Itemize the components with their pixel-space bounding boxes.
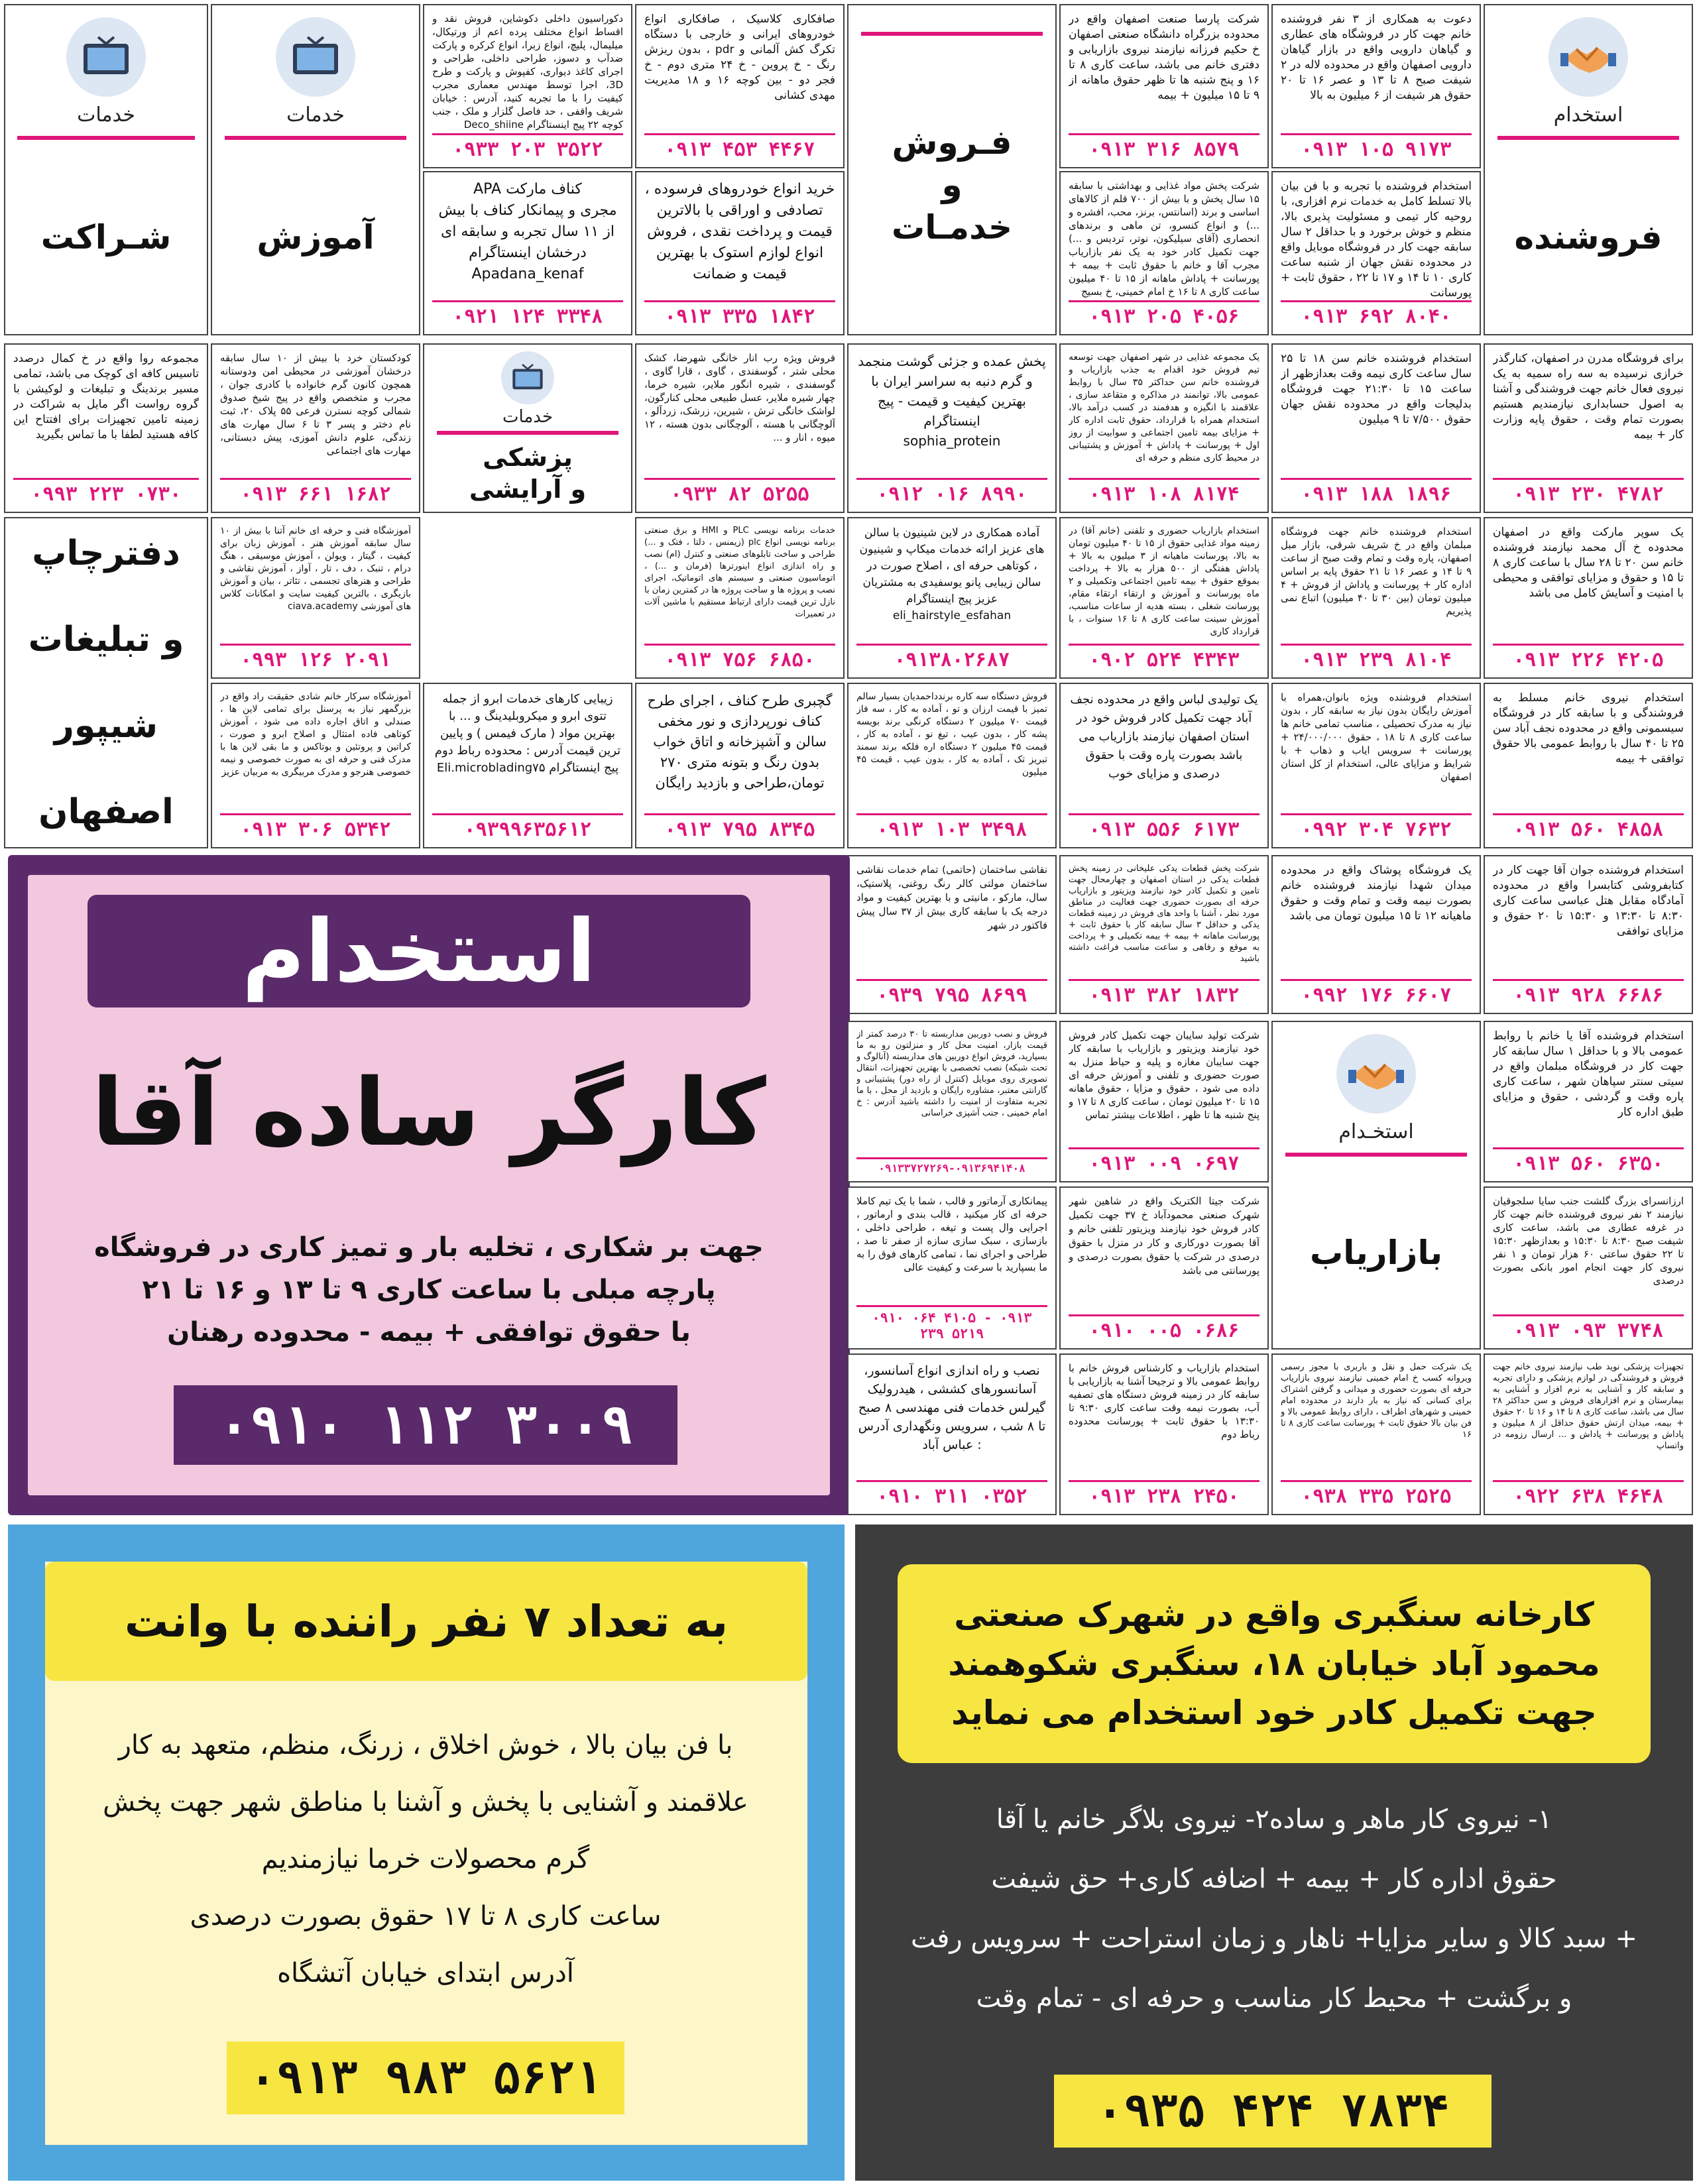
ad-c4 xyxy=(847,517,1057,679)
banner-stone-line-1: ۱- نیروی کار ماهر و ساده۲- نیروی بلاگر خانم یا آقا xyxy=(996,1804,1552,1835)
ad-f1 xyxy=(1484,1021,1693,1182)
ad-text: پخش عمده و جزئی گوشت منجمد و گرم دنبه به سراسر ایران با بهترین کیفیت و قیمت - پیج اینستاگرام sophia_protein xyxy=(858,353,1046,449)
ad-phone: ۰۹۱۳ ۰۰۹ ۰۶۹۷ xyxy=(1069,1147,1259,1175)
divider xyxy=(861,32,1043,36)
ad-phone: ۰۹۱۳ ۱۰۸ ۸۱۷۴ xyxy=(1069,478,1259,505)
category-sub: استخـدام xyxy=(1338,1120,1414,1143)
ad-e1 xyxy=(1484,855,1693,1014)
printing-line-3: شیپور اصفهان xyxy=(38,706,174,832)
ad-phone: ۰۹۱۳ ۶۶۱ ۱۶۸۲ xyxy=(220,478,411,505)
ad-d3 xyxy=(1059,683,1269,848)
divider xyxy=(437,431,619,435)
banner-worker xyxy=(8,855,850,1515)
ad-phone: ۰۹۹۲ ۳۰۴ ۷۶۳۲ xyxy=(1281,813,1472,840)
ad-f4 xyxy=(847,1021,1057,1182)
ad-h3 xyxy=(1059,1353,1269,1515)
ad-phone: ۰۹۱۳ ۲۲۶ ۴۲۰۵ xyxy=(1493,644,1684,671)
ad-g4 xyxy=(1484,1186,1693,1350)
ad-phone: ۰۹۹۳ ۱۲۶ ۲۰۹۱ xyxy=(220,644,411,671)
banner-driver-phone: ۰۹۱۳ ۹۸۳ ۵۶۲۱ xyxy=(249,2051,603,2104)
printing-line-2: و تبلیغات xyxy=(28,620,184,660)
ad-h1 xyxy=(1484,1353,1693,1515)
ad-d4 xyxy=(847,683,1057,848)
category-name: آموزش xyxy=(257,217,375,257)
banner-driver-line-4: ساعت کاری ۸ تا ۱۷ حقوق بصورت درصدی xyxy=(190,1901,662,1931)
category-sub: خدمات xyxy=(502,407,554,427)
divider xyxy=(1497,136,1680,140)
ad-phone: ۰۹۱۲ ۰۱۶ ۸۹۹۰ xyxy=(856,478,1047,505)
banner-stone xyxy=(855,1524,1693,2181)
tv-icon xyxy=(501,351,554,404)
ad-phone: ۰۹۹۳ ۲۲۳ ۰۷۳۰ xyxy=(13,478,199,505)
ad-d2 xyxy=(1271,683,1481,848)
ad-text: یک تولیدی لباس واقع در محدوده نجف آباد جهت تکمیل کادر فروش خود در استان اصفهان نیازمند بازاریاب می باشد بصورت پاره وقت با حقوق درصدی و مزایای خوب xyxy=(1070,693,1258,781)
banner-worker-title-box xyxy=(88,895,750,1007)
ad-phone: ۰۹۱۳ ۱۰۵ ۹۱۷۳ xyxy=(1281,133,1472,160)
ad-phone: ۰۹۱۳ ۵۶۰ ۴۸۵۸ xyxy=(1493,813,1684,840)
ad-f3 xyxy=(1059,1021,1269,1182)
banner-driver-phone-box xyxy=(227,2041,624,2114)
ad-c5 xyxy=(635,517,845,679)
ad-phone: ۰۹۱۳ ۰۹۳ ۳۷۴۸ xyxy=(1493,1314,1684,1342)
ad-a3 xyxy=(635,4,845,168)
ad-text: استخدام فروشنده ویژه بانوان،همراه با آموزش رایگان بدون نیاز به سابقه کار ، بدون نیاز به مدرک تحصیلی ، مناسب تمامی خانم ها ساعت کاری ۸ تا ۱۸ ، حقوق ۲۴/۰۰۰/۰۰۰ + پورسانت + سرویس ایاب و ذهاب + با شرایط و مزایای عالی، استخدام از کل استان اصفهان xyxy=(1281,691,1472,783)
category-partnership xyxy=(4,4,208,335)
ad-phone: ۰۹۱۳ ۵۶۰ ۶۳۵۰ xyxy=(1493,1147,1684,1175)
ad-text: استخدام فروشنده خانم سن ۱۸ تا ۲۵ سال ساعت کاری نیمه وقت بعدازظهر از ساعت ۱۵ تا ۲۱:۳۰ جهت فروشگاه بدلیجات واقع در محدوده نقش جهان حقوق ۷/۵۰۰ تا ۹ میلیون xyxy=(1281,352,1472,426)
ad-text: استخدام فروشنده خانم جهت فروشگاه مبلمان واقع در خ شریف شرقی، بازار مبل اصفهان، پاره وقت و تمام وقت صبح از ساعت ۹ تا ۱۴ و عصر ۱۶ تا ۲۱ حقوق پایه بر اساس اداره کار + پورسانت و پاداش از فروش + ۴ میلیون تومان (بین ۳۰ تا ۴۰ میلیون) اتباع نمی پذیریم xyxy=(1281,526,1472,617)
ad-text: ارزانسرای بزرگ گلشت جنب سایا سلجوقیان نیازمند ۲ نفر نیروی فروشنده خانم جهت کار در غرفه عطاری می باشد، ساعت کاری شیفت صبح ۸:۳۰ تا ۱۵:۳۰ و بعدازظهر ۱۵:۳۰ تا ۲۲ حقوق ساعتی ۶۰ هزار تومان و ۱ نفر نیروی کار جهت انجام امور بانکی بصورت درصدی xyxy=(1493,1195,1684,1287)
ad-b4 xyxy=(847,343,1057,513)
banner-driver xyxy=(8,1524,845,2181)
ad-c1 xyxy=(1484,517,1693,679)
ad-text: شرکت تولید سایبان جهت تکمیل کادر فروش خود نیازمند ویزیتور و بازاریاب با سابقه کار جهت سایبان مغازه و پلیه و حیاط منزل به صورت حضوری و تلفنی و آموزش حرفه ای داده می شود ، حقوق و مزایا ، حقوق ماهانه ۱۵ تا ۲۰ میلیون تومان ، ساعت کاری ۸ تا ۱۷ و پنج شنبه ها تا ظهر ، اطلاعات بیشتر تماس xyxy=(1069,1029,1259,1121)
ad-phone: ۰۹۳۹۹۶۳۵۶۱۲ xyxy=(432,813,623,840)
banner-worker-body xyxy=(48,1226,810,1353)
ad-phone: ۰۹۲۲ ۶۳۸ ۴۶۴۸ xyxy=(1493,1480,1684,1507)
ad-text: فروش ویژه رب انار خانگی شهرضا، کشک محلی شتر ، گوسفندی ، گاوی ، قارا گاوی ، گوسفندی ، شیره انگور ملایر، شیره خرما، چهار شیره ملایر، عسل طبیعی محلی کنارگون، لواشک خانگی ترش ، شیرین، زرشک، زردآلو ، آلوچگانی با هسته ، آلوچگانی بدون هسته ، ۱۲ میوه ، انار و ... xyxy=(644,352,835,443)
ad-phone: ۰۹۰۲ ۵۲۴ ۴۳۴۳ xyxy=(1069,644,1259,671)
banner-worker-title: استخدام xyxy=(241,901,597,1002)
banner-stone-phone: ۰۹۳۵ ۴۲۴ ۷۸۳۴ xyxy=(1096,2085,1450,2138)
ad-phone: ۰۹۳۳ ۲۰۳ ۳۵۲۲ xyxy=(432,133,623,160)
category-printing xyxy=(4,517,208,848)
ad-text: پیمانکاری آرماتور و قالب ، شما با یک تیم کاملا حرفه ای کار میکنید ، قالب بندی و ارماتور ، اجرایی وال پست و تیغه ، طراحی داخلی ، بازسازی ، سبک سازی سازه از صفر تا صد ، طراحی و اجرای نما ، تمامی کارهای فوق را به ما بسپارید با سرعت و کیفیت عالی xyxy=(856,1195,1047,1273)
ad-text: گچبری طرح کناف ، اجرای طرح کناف نورپردازی و نور مخفی سالن و آشپزخانه و اتاق خواب بدون رنگ و بتونه متری ۲۷۰ تومان،طراحی و بازدید رایگان xyxy=(647,693,833,791)
ad-text: شرکت پارسا صنعت اصفهان واقع در محدوده بزرگراه دانشگاه صنعتی اصفهان خ حکیم فرزانه نیازمند نیروی بازاریابی و دفتری خانم می باشد، ساعت کاری ۸ تا ۱۶ و پنج شنبه ها تا ظهر حقوق ماهانه از ۹ تا ۱۵ میلیون + بیمه xyxy=(1069,13,1259,102)
ad-phone: ۰۹۱۳ ۱۸۸ ۱۸۹۶ xyxy=(1281,478,1472,505)
ad-c3 xyxy=(1059,517,1269,679)
ad-text: خدمات برنامه نویسی PLC و HMI و برق صنعتی برنامه نویسی انواع plc (زیمنس ، دلتا ، فتک و ...) طراحی و ساخت تابلوهای صنعتی و کنترل (ام) نصب و راه اندازی انواع اینورترها (فرمان و ...) ، اتوماسیون صنعتی و سیستم های اتوماتیک، اجرای نصب و پروژه ها و ساخت پروژه ها در کمترین زمان با نازل ترین قیمت دارای ارتباط مستقیم با ماشین آلات در تعمیرات xyxy=(644,526,835,619)
ad-phone: ۰۹۹۲ ۱۷۶ ۶۶۰۷ xyxy=(1281,979,1472,1006)
ad-phone: ۰۹۲۱ ۱۲۴ ۳۳۴۸ xyxy=(432,300,623,327)
banner-worker-phone-box xyxy=(174,1385,677,1465)
ad-text: زیبایی کارهای خدمات ابرو از جمله تتوی ابرو و میکروبلیدینگ و ... با بهترین مواد ( مارک فیمس ) و پایین ترین قیمت آدرس : محدوده رباط دوم پیج اینستاگرام Eli.microblading۷۵ xyxy=(434,692,621,775)
ad-b1 xyxy=(1484,343,1693,513)
ad-a6 xyxy=(1059,171,1269,335)
ad-h4 xyxy=(847,1353,1057,1515)
banner-stone-phone-box xyxy=(1054,2075,1492,2148)
ad-text: فروش دستگاه سه کاره برندداحمدیان بسیار سالم تمیز با قیمت ارزان و تو ، آماده به کار ، سه فاز قیمت ۷۰ میلیون ۲ دستگاه کرنگی برند بویسه پشه کار ، بدون عیب ، تیغ نو ، آماده به کار ، قیمت ۴۵ میلیون ۲ دستگاه اره فلکه برند سمند تبریز تک ، آماده به کار ، بدون عیب ، قیمت ۴۵ میلیون xyxy=(856,691,1047,777)
ad-phone: ۰۹۱۳ ۳۳۵ ۱۸۴۲ xyxy=(644,300,835,327)
ad-a1 xyxy=(1271,4,1481,168)
ad-phone: ۰۹۱۳۸۰۲۶۸۷ xyxy=(856,644,1047,671)
ad-d1 xyxy=(1484,683,1693,848)
category-name: بازاریاب xyxy=(1309,1233,1443,1272)
banner-worker-line-2: پارچه مبلی با ساعت کاری ۹ تا ۱۳ و ۱۶ تا ۲۱ xyxy=(142,1275,716,1305)
handshake-icon xyxy=(1336,1034,1416,1114)
ad-phone: ۰۹۱۳ ۹۲۸ ۶۶۸۶ xyxy=(1493,979,1684,1006)
category-name: پزشکی و آرایشی xyxy=(469,443,587,504)
ad-text: استخدام بازاریاب و کارشناس فروش خانم با روابط عمومی بالا و ترجیحا آشنا به بازاریابی با سابقه کار در زمینه فروش دستگاه های تصفیه آب، بصورت نیمه وقت ساعت کاری ۹:۳۰ تا ۱۳:۳۰ با حقوق ثابت + پورسانت محدوده رباط دوم xyxy=(1069,1362,1259,1440)
ad-text: یک فروشگاه پوشاک واقع در محدوده میدان شهدا نیازمند فروشنده خانم بصورت نیمه وقت و تمام وقت و حقوق ماهیانه ۱۲ تا ۱۵ میلیون تومان می باشد xyxy=(1281,864,1472,923)
category-sub: خدمات xyxy=(77,103,135,127)
ad-phone: ۰۹۱۳ ۴۵۳ ۴۴۶۷ xyxy=(644,133,835,160)
ad-g3 xyxy=(847,1186,1057,1350)
ad-text: یک مجموعه غذایی در شهر اصفهان جهت توسعه تیم فروش خود اقدام به جذب بازاریاب و فروشنده خانم سن حداکثر ۳۵ سال با روابط عمومی بالا، توانمند در مذاکره و متقاعد سازی ، علاقمند با انگیزه و هدفمند در کسب درآمد بالا، استخدام همراه با قرارداد، حقوق ثابت اداره کار + مزایای بیمه تامین اجتماعی و سوابیت از روز اول + پورسانت + پاداش + آموزش و پشتیبانی در محیط کاری منظم و حرفه ای xyxy=(1069,352,1259,463)
ad-e4 xyxy=(847,855,1057,1014)
ad-text: دعوت به همکاری از ۳ نفر فروشنده خانم جهت کار در فروشگاه های عطاری و گیاهان دارویی واقع در بازار گیاهان دارویی اصفهان واقع در محدوده لاله در ۲ شیفت صبح ۸ تا ۱۳ و عصر ۱۶ تا ۲۰ حقوق هر شیفت از ۶ میلیون به بالا xyxy=(1281,13,1472,102)
ad-a4 xyxy=(423,4,632,168)
ad-b6 xyxy=(211,343,420,513)
category-sub: استخدام xyxy=(1553,103,1623,127)
divider xyxy=(1285,1153,1468,1157)
banner-worker-line-1: جهت بر شکاری ، تخلیه بار و تمیز کاری در فروشگاه xyxy=(94,1232,764,1263)
ad-phone: ۰۹۱۳ ۲۳۰ ۴۷۸۲ xyxy=(1493,478,1684,505)
ad-text: یک شرکت حمل و نقل و باربری با مجوز رسمی ویروانه کسب خ امام خمینی نیازمند نیروی بازاریاب حرفه ای بصورت حضوری و میدانی و گرفتن اشتراک برای کسانی که نیاز به بار دارند در محدوده امام خمینی و شهرهای اطراف ، دارای روابط عمومی بالا و فن بیان بالا حقوق ثابت + پورسانت ساعت کاری ۸ تا ۱۶ xyxy=(1281,1362,1472,1440)
ad-text: تجهیزات پزشکی نوید طب نیازمند نیروی خانم جهت فروش و فروشندگی در لوازم پزشکی و دارای تجربه و سابقه کار و آشنایی به نرم افزار و آشنایی به بیمارستان و نرم افزارهای فروش و سن حداکثر ۲۸ سال می باشد، ساعت کاری ۸ تا ۱۴ و ۱۶ تا ۲۰ حقوق + بیمه، میدان ارتش حقوق حداقل از ۸ میلیون و پاداش و پورسانت + پاداش و ... ارسال رزومه در واتساپ xyxy=(1493,1362,1684,1451)
category-marketer xyxy=(1271,1021,1481,1350)
category-name: شـراکت xyxy=(40,217,172,257)
ad-text: شرکت جیتا الکتریک واقع در شاهین شهر شهرک صنعتی محمودآباد خ ۳۷ جهت تکمیل کادر فروش خود نیازمند ویزیتور تلفنی خانم و آقا بصورت دورکاری و کار در منزل با حقوق درصدی در شرکت یا حقوق بصورت درصدی و پورسانتی می باشد xyxy=(1069,1195,1259,1277)
banner-stone-headline: کارخانه سنگبری واقع در شهرک صنعتی محمود آباد خیابان ۱۸، سنگبری شکوهمند جهت تکمیل کادر خود استخدام می نماید xyxy=(898,1564,1651,1763)
ad-a5 xyxy=(1271,171,1481,335)
ad-d7 xyxy=(211,683,420,848)
ad-text: فروش و نصب دوربین مداربسته تا ۳۰ درصد کمتر از قیمت بازار، امنیت محل کار و منزلتون رو به ما بسپارید، فروش انواع دوربین های مداربسته (آنالوگ و تحت شبکه) نصب تخصصی با بهترین تجهیزات، انتقال تصویری روی موبایل (کنترل از راه دور) پشتیبانی و گارانتی معتبر، مشاوره رایگان و بازدید از محل ، با ما تجربه متفاوت از امنیت را داشته باشید آدرس : خ امام خمینی ، جنب آشپزی خراسانی xyxy=(856,1029,1047,1118)
ad-phone: ۰۹۳۹ ۷۹۵ ۸۶۹۹ xyxy=(856,979,1047,1006)
ad-phone: ۰۹۱۳ ۷۵۶ ۶۸۵۰ xyxy=(644,644,835,671)
ad-text: نصب و راه اندازی انواع آسانسور، آسانسورهای کششی ، هیدرولیک گیرلس خدمات فنی مهندسی ۸ صبح تا ۸ شب ، سرویس ونگهداری آدرس : عباس آباد xyxy=(858,1363,1046,1452)
ad-text: نقاشی ساختمان (حاتمی) تمام خدمات نقاشی ساختمان مولتی کالر رنگ روغنی، پلاستیک، سال، مارکو ، مانیتی و با بهترین کیفیت و مواد درجه یک با سابقه کاری بیش از ۳۷ سال پیش فاکتور در شهر xyxy=(856,864,1047,931)
ad-c2 xyxy=(1271,517,1481,679)
category-sales xyxy=(847,4,1057,335)
ad-text: کناف مارکت APA مجری و پیمانکار کناف با بیش از ۱۱ سال تجربه و سابقه ای درخشان اینستاگرام Apadana_kenaf xyxy=(438,181,617,282)
ad-phone: ۰۹۱۳ ۳۰۶ ۵۳۴۲ xyxy=(220,813,411,840)
tv-icon xyxy=(276,17,355,97)
ad-text: استخدام بازاریاب حضوری و تلفنی (خانم آقا) در زمینه مواد غذایی حقوق از ۱۵ تا ۴۰ میلیون تومان به بالا، پورسانت ماهیانه از ۳ میلیون به بالا + پاداش هفتگی از ۵۰۰ هزار به بالا + پرداخت بموقع حقوق + بیمه تامین اجتماعی وتکمیلی و ۲ ماه پورسانت و آموزش و ارتقاء ارتقاء مقام، پورسانت شغلی ، بسته هدیه از ساعات مناسب، آموزش سینت ساعت کاری ۸ تا ۱۶ سنوات ، با قرارداد کاری xyxy=(1069,526,1259,637)
ad-text: برای فروشگاه مدرن در اصفهان، کنارگذر خرازی نرسیده به سه راه سمیه به یک نیروی فعال خانم جهت فروشندگی و آشنا به اصول حسابداری نیازمندیم هستیم بصورت تمام وقت ، حقوق پایه وزارت کار + بیمه xyxy=(1493,352,1684,441)
ad-b7 xyxy=(4,343,208,513)
ad-a2 xyxy=(1059,4,1269,168)
ad-h2 xyxy=(1271,1353,1481,1515)
ad-text: استخدام فروشنده آقا یا خانم با روابط عمومی بالا و با حداقل ۱ سال سابقه کار جهت کار در فروشگاه مبلمان واقع در سیتی سنتر سپاهان شهر ، ساعت کاری پاره وقت و گردشی ، حقوق و مزایای طبق اداره کار xyxy=(1493,1029,1684,1119)
ad-text: آموزشگاه سرکار خانم شادی حقیقت راد واقع در بزرگمهر نیاز به پرسنل برای تمامی لاین ها ، صندلی و اتاق اجاره داده می شود ، آموزش کوتاهی فاده امتثال و اصلاح ابرو و صورت ، کراتین و پروتئین و بوتاکس و ما بقی لاین ها با مدرک فنی و حرفه ای به صورت خصوصی و نیمه خصوصی هنرجو و مدرک مربیگری به مربیان عزیز xyxy=(220,691,411,777)
ad-phone: ۰۹۱۳ ۲۳۹ ۸۱۰۴ xyxy=(1281,644,1472,671)
printing-line-1: دفترچاپ xyxy=(32,534,180,573)
ad-text: مجموعه روا واقع در خ کمال درصدد تاسیس کافه ای کوچک می باشد، تمامی مسیر برندینگ و تبلیغات و لوکیشن با گروه رواست اگر مایل به شراکت در زمینه تامین تجهیزات برای افتتاح این کافه هستید لطفا با ما تماس بگیرید xyxy=(13,352,199,441)
ad-text: آماده همکاری در لاین شینیون با سالن های عزیز ارائه خدمات میکاپ و شینیون ، کوتاهی حرفه ای ، اصلاح صورت در سالن زیبایی پانو یوسفیدی به مشتریان عزیز پیج اینستاگرام eli_hairstyle_esfahan xyxy=(859,526,1045,622)
ad-text: خرید انواع خودروهای فرسوده ، تصادفی و اوراقی با بالاترین قیمت و پرداخت نقدی ، فروش انواع لوازم استوک با بهترین قیمت و ضمانت xyxy=(644,181,835,282)
ad-text: دکوراسیون داخلی دکوشاین، فروش نقد و اقساط انواع مختلف پرده اعم از ورتیکال، میلیمال، پلیچ، انواع زبرا، انواع کرکره و پارکت ضدآب و دسوز، طراحی داخلی، طراحی و اجرای کاغذ دیواری، کفپوش و پارکت و طرح 3D، اجرا توسط مهندس معماری مجرب کیفیت را با ما تجربه کنید، آدرس : خیابان شریف واقفی ، حد فاصل گلزار و ملک ، جنب کوچه ۲۲ پیج اینستاگرام Deco_shiine xyxy=(432,13,623,131)
category-sub: خدمات xyxy=(286,103,345,127)
divider xyxy=(225,136,407,140)
banner-worker-headline: کارگر ساده آقا xyxy=(91,1059,766,1167)
ad-text: استخدام فروشنده با تجربه و با فن بیان بالا تسلط کامل به خدمات نرم افزاری، با روحیه کار تیمی و مسئولیت پذیری بالا، منظم و خوش برخورد و با حداقل ۲ سال سابقه جهت کار در فروشگاه موبایل واقع در محدوده نقش جهان از شنبه ساعت کاری ۱۰ تا ۱۴ و ۱۷ تا ۲۲ ، حقوق ثابت + پورسانت xyxy=(1281,180,1472,300)
banner-driver-line-2: علاقمند و آشنایی با پخش و آشنا با مناطق شهر جهت پخش xyxy=(103,1787,748,1817)
ad-phone: ۰۹۳۸ ۳۳۵ ۲۵۲۵ xyxy=(1281,1480,1472,1507)
ad-text: شرکت پخش مواد غذایی و بهداشتی با سابقه ۱۵ سال پخش و با بیش از ۷۰۰ قلم از کالاهای اساسی و برند (اسانتس، برنز، محب، افشره و ...) و انواع کنسرو، تن ماهی و برندهای انحصاری (آقای سیلیکون، نوتر، تردیس و ...) جهت تکمیل کادر خود به یک نفر بازاریاب مجرب آقا و خانم با حقوق ثابت + بیمه + پورسانت + پاداش ماهانه از ۱۵ تا ۴۰ میلیون ساعت کاری ۸ تا ۱۶ خ امام خمینی، خ بسیج xyxy=(1069,180,1259,298)
ad-phone: ۰۹۱۰ ۰۰۵ ۰۶۸۶ xyxy=(1069,1314,1259,1342)
banner-driver-body xyxy=(68,1717,784,2002)
ad-text: کودکستان خرد با بیش از ۱۰ سال سابقه درخشان آموزشی در محیطی امن ودوستانه همچون کانون گرم خانواده با کادری جوان ، مجرب و متخصص واقع در پیج شیخ صدوق شمالی کوچه نسترن فرعی ۵۵ پلاک ۲۰، ثبت نام دختر و پسر ۳ تا ۶ سال مهارت های زندگی، علوم دانش آموزی، پیش دبستانی، مهارت های اجتماعی xyxy=(220,352,411,457)
ad-text: استخدام نیروی خانم مسلط به فروشندگی و با سابقه کار در فروشگاه سیسمونی واقع در محدوده نجف آباد سن ۲۵ تا ۴۰ سال با روابط عمومی بالا حقوق توافقی + بیمه xyxy=(1493,691,1684,766)
ad-phone: ۰۹۱۳ ۳۱۶ ۸۵۷۹ xyxy=(1069,133,1259,160)
ad-phone: ۰۹۱۳ ۳۸۲ ۱۸۳۲ xyxy=(1069,979,1259,1006)
banner-stone-line-4: و برگشت + محیط کار مناسب و حرفه ای - تمام وقت xyxy=(976,1983,1572,2014)
ad-text: یک سوپر مارکت واقع در اصفهان محدوده خ آل محمد نیازمند فروشنده خانم سن ۲۰ تا ۲۸ سال با ساعت کاری ۸ تا ۱۵ و حقوق و مزایای توافقی و محیطی با امنیت و آسایش کامل می باشد xyxy=(1493,526,1684,600)
ad-e3 xyxy=(1059,855,1269,1014)
banner-worker-phone: ۰۹۱۰ ۱۱۲ ۳۰۰۹ xyxy=(217,1394,634,1456)
ad-phone: ۰۹۱۰ ۳۱۱ ۰۳۵۲ xyxy=(856,1480,1047,1507)
ad-phone: ۰۹۱۰ ۰۶۴ ۴۱۰۵ - ۰۹۱۳ ۲۳۹ ۵۲۱۹ xyxy=(856,1305,1047,1342)
category-education xyxy=(211,4,420,335)
ad-phone: ۰۹۳۳ ۸۲ ۵۲۵۵ xyxy=(644,478,835,505)
handshake-icon xyxy=(1549,17,1628,97)
banner-worker-line-3: با حقوق توافقی + بیمه - محدوده رهنان xyxy=(167,1317,691,1348)
ad-b2 xyxy=(1271,343,1481,513)
ad-phone: ۰۹۱۳ ۶۹۲ ۸۰۴۰ xyxy=(1281,300,1472,327)
divider xyxy=(17,136,195,140)
banner-stone-line-3: + سبد کالا و سایر مزایا+ ناهار و زمان استراحت + سرویس رفت xyxy=(910,1924,1638,1954)
ad-text: آموزشگاه فنی و حرفه ای خانم آتنا با بیش از ۱۰ سال سابقه آموزش هنر ، آموزش زبان برای کیفیت ، گیتار ، ویولن ، آموزش موسیقی ، هنگ درام ، تنبک ، دف ، تار ، آواز ، آموزش نقاشی و طراحی و هنرهای تجسمی ، تئاتر ، بیان و آموزش بازیگری ، بالترین کیفیت سایت و امکانات کلاس های آموزشی ciava.academy xyxy=(220,526,411,612)
ad-phone: ۰۹۱۳ ۱۰۳ ۳۴۹۸ xyxy=(856,813,1047,840)
banner-driver-headline: به تعداد ۷ نفر راننده با وانت xyxy=(45,1562,807,1681)
ad-text: استخدام فروشنده جوان آقا جهت کار در کتابفروشی کتابسرا واقع در محدوده آمادگاه مقابل هتل عباسی ساعت کاری ۸:۳۰ تا ۱۳:۳۰ و ۱۵:۳۰ تا ۲۰ حقوق و مزایای توافقی xyxy=(1493,864,1684,938)
category-seller xyxy=(1484,4,1693,335)
ad-e2 xyxy=(1271,855,1481,1014)
ad-g2 xyxy=(1059,1186,1269,1350)
ad-text: شرکت پخش قطعات یدکی علیخانی در زمینه پخش قطعات یدکی در استان اصفهان و چهارمحال جهت تامین و تکمیل کادر خود نیازمند ویزیتور و بازاریاب حرفه ای بصورت حضوری جهت فعالیت در مناطق مورد نظر ، آشنا با واحد های فروش در زمینه قطعات یدکی و حداقل ۳ سال سابقه کار با حقوق ثابت + پورسانت ماهانه + بیمه + بیمه تکمیلی و + پرداخت به موقع و رفاهی و ساعت مناسب فراغت داشته باشید xyxy=(1069,864,1259,964)
ad-phone: ۰۹۱۳ ۲۳۸ ۲۴۵۰ xyxy=(1069,1480,1259,1507)
ad-phone: ۰۹۱۳ ۵۵۶ ۶۱۷۳ xyxy=(1069,813,1259,840)
ad-b3 xyxy=(1059,343,1269,513)
banner-stone-body xyxy=(888,1790,1660,2028)
ad-text: صافکاری کلاسیک ، صافکاری انواع خودروهای ایرانی و خارجی با دستگاه تکرگ کش آلمانی و pdr ، بدون ریزش رنگ - خ پروین - خ ۲۴ متری دوم - خ فجر دو - بین کوچه ۱۶ و ۱۸ مدیریت مهدی کشانی xyxy=(644,13,835,102)
ad-phone: ۰۹۱۳ ۷۹۵ ۸۳۴۵ xyxy=(644,813,835,840)
category-name: فروشنده xyxy=(1514,217,1663,257)
ad-b5 xyxy=(635,343,845,513)
ad-c6 xyxy=(211,517,420,679)
category-medical xyxy=(423,343,632,513)
ad-phone: ۰۹۱۳۳۷۲۷۲۶۹-۰۹۱۳۶۹۴۱۴۰۸ xyxy=(856,1157,1047,1175)
ad-d6 xyxy=(423,683,632,848)
ad-a8 xyxy=(423,171,632,335)
tv-icon xyxy=(66,17,146,97)
ad-a7 xyxy=(635,171,845,335)
category-name: فـروش و خدمـات xyxy=(892,123,1012,247)
ad-phone: ۰۹۱۳ ۲۰۵ ۴۰۵۶ xyxy=(1069,300,1259,327)
banner-driver-line-1: با فن بیان بالا ، خوش اخلاق ، زرنگ، منظم، متعهد به کار xyxy=(118,1730,733,1760)
banner-driver-line-5: آدرس ابتدای خیابان آتشگاه xyxy=(277,1958,574,1988)
ad-d5 xyxy=(635,683,845,848)
banner-driver-line-3: گرم محصولات خرما نیازمندیم xyxy=(261,1844,590,1874)
banner-stone-line-2: حقوق اداره کار + بیمه + اضافه کاری+ حق شیفت xyxy=(991,1864,1557,1894)
